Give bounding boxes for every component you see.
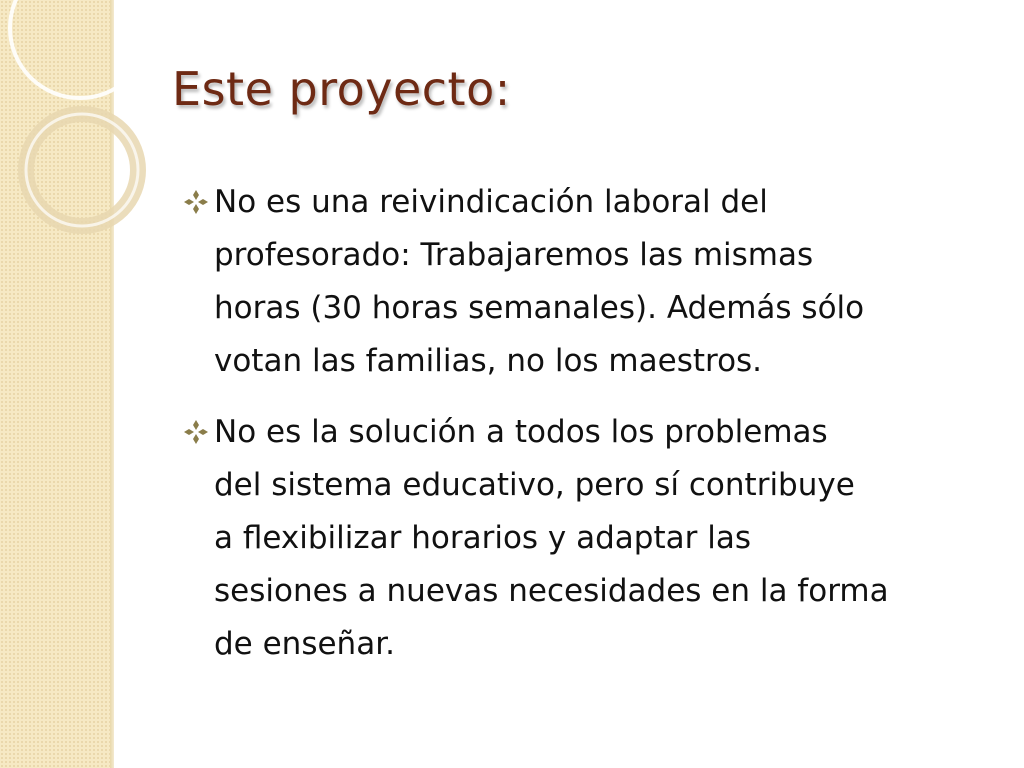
decorative-side-band: [0, 0, 110, 768]
bullet-list: [180, 176, 1010, 689]
slide-title: Este proyecto:: [172, 62, 511, 116]
bullet-item: [180, 406, 1010, 671]
bullet-text: No es una reivindicación laboral del profesorado: Trabajaremos las mismas horas (30 horas semanales). Además sólo votan las familias, no los maestros.: [214, 184, 865, 379]
side-band-edge: [110, 0, 114, 768]
diamond-bullet-icon: [182, 418, 210, 446]
diamond-bullet-icon: [182, 188, 210, 216]
bullet-text: No es la solución a todos los problemas del sistema educativo, pero sí contribuye a flexibilizar horarios y adaptar las sesiones a nuevas necesidades en la forma de enseñar.: [214, 414, 889, 662]
bullet-item: [180, 176, 1010, 388]
